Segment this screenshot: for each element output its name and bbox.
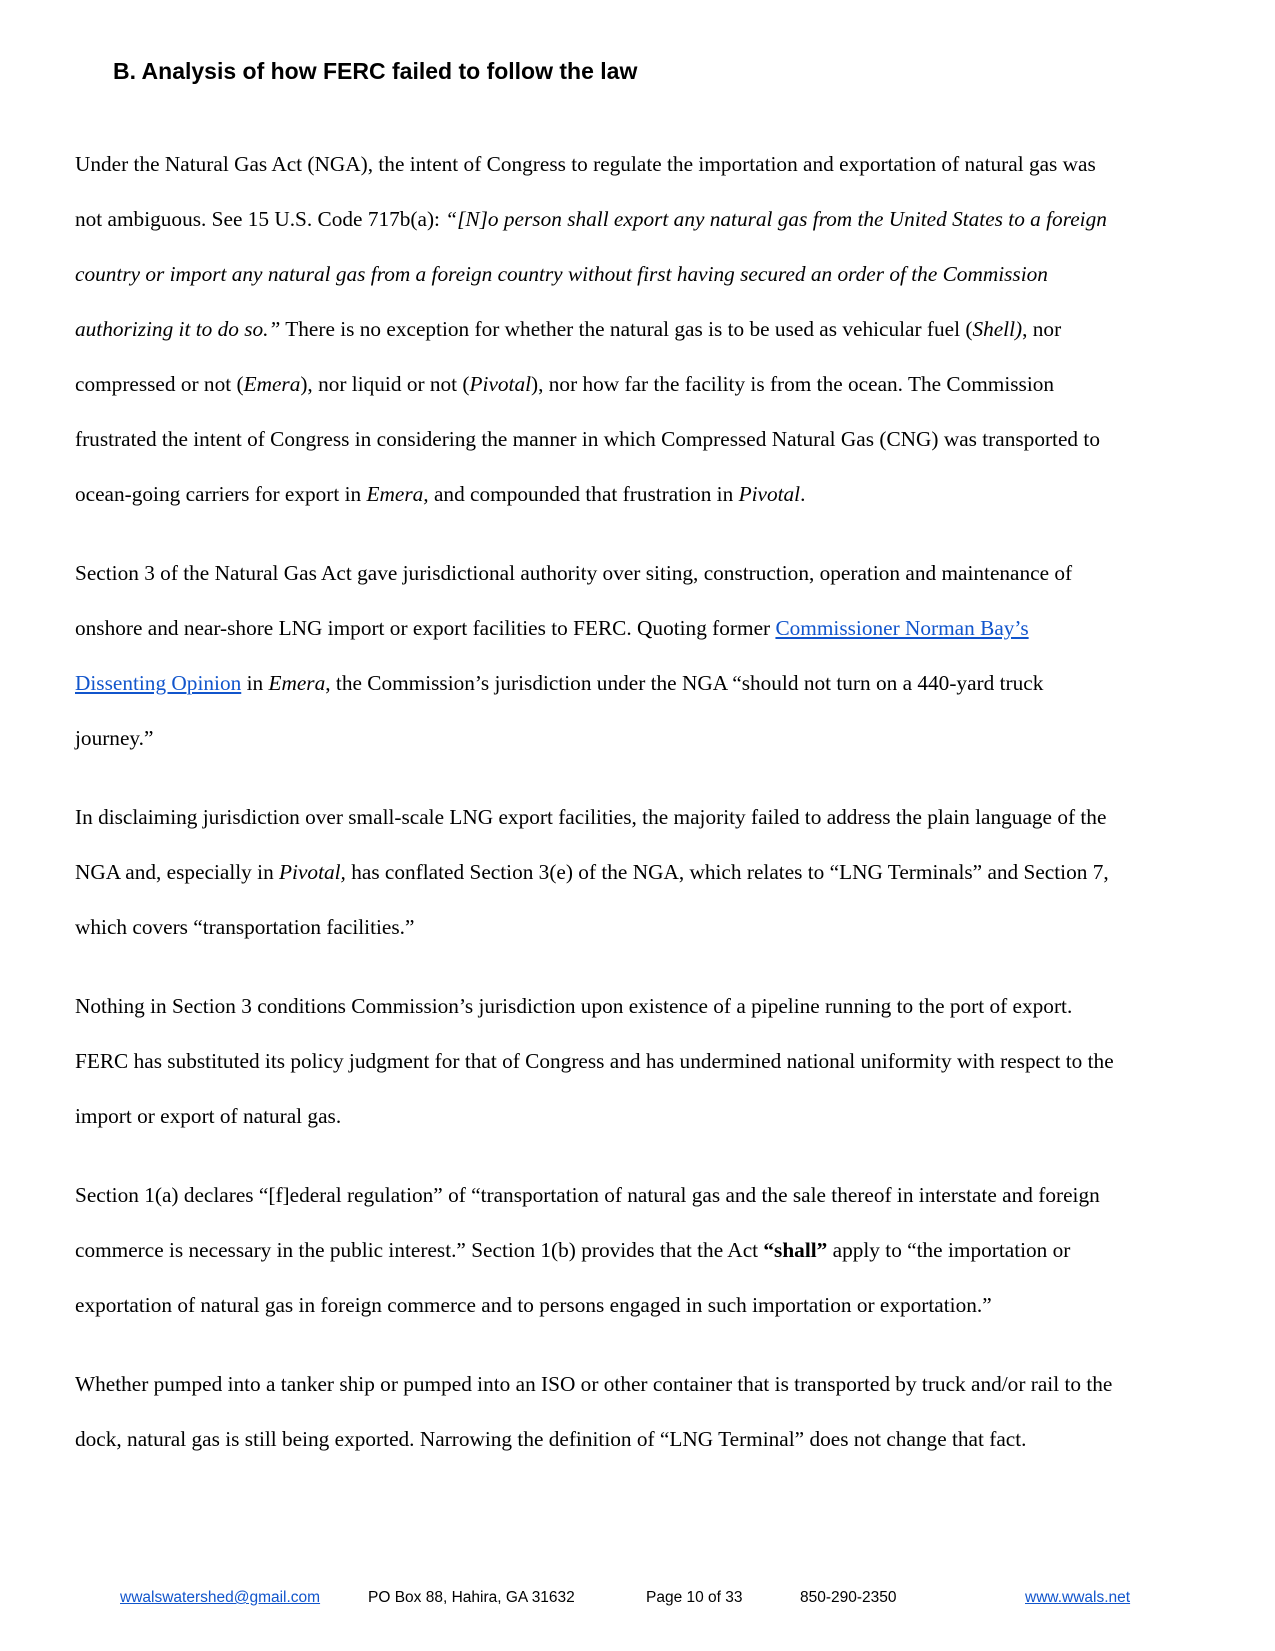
case-name: Pivotal — [738, 482, 801, 506]
dissenting-opinion-link-cont[interactable]: Dissenting Opinion — [75, 671, 242, 695]
case-name: Pivotal — [469, 372, 532, 396]
case-name: Emera — [268, 671, 326, 695]
text: in — [241, 671, 269, 695]
text: not ambiguous. See 15 U.S. Code 717b(a): — [75, 207, 446, 231]
text: , the Commission’s jurisdiction under the NGA “should not turn on a 440-yard truck — [325, 671, 1044, 695]
text: commerce is necessary in the public interest.” Section 1(b) provides that the Act — [75, 1238, 764, 1262]
p1-line-6: frustrated the intent of Congress in considering the manner in which Compressed Natural Gas (CNG) was transported to — [75, 427, 1100, 451]
p4-line-1: Nothing in Section 3 conditions Commission’s jurisdiction upon existence of a pipeline running to the port of export. — [75, 994, 1073, 1018]
case-name: Shell) — [972, 317, 1023, 341]
p1-line-2 — [75, 192, 1205, 247]
document-body — [75, 137, 1205, 1491]
p2-line-1: Section 3 of the Natural Gas Act gave jurisdictional authority over siting, construction, operation and maintenance of — [75, 561, 1073, 585]
p5-line-2 — [75, 1223, 1205, 1278]
text: NGA and, especially in — [75, 860, 280, 884]
p1-line-1: Under the Natural Gas Act (NGA), the intent of Congress to regulate the importation and exportation of natural gas was — [75, 152, 1096, 176]
section-heading: B. Analysis of how FERC failed to follow the law — [113, 58, 638, 84]
p4-line-2: FERC has substituted its policy judgment for that of Congress and has undermined national uniformity with respect to the — [75, 1049, 1114, 1073]
text: apply to “the importation or — [827, 1238, 1071, 1262]
p1-line-7 — [75, 467, 1205, 522]
paragraph-5 — [75, 1168, 1205, 1333]
text: . — [800, 482, 806, 506]
text: onshore and near-shore LNG import or export facilities to FERC. Quoting former — [75, 616, 776, 640]
paragraph-2 — [75, 546, 1205, 766]
p3-line-3: which covers “transportation facilities.” — [75, 915, 415, 939]
text: and compounded that frustration in — [428, 482, 739, 506]
case-name: Emera, — [366, 482, 429, 506]
p1-line-4 — [75, 302, 1205, 357]
footer-phone: 850-290-2350 — [800, 1589, 897, 1606]
paragraph-1 — [75, 137, 1205, 522]
p6-line-1: Whether pumped into a tanker ship or pumped into an ISO or other container that is transported by truck and/or rail to the — [75, 1372, 1113, 1396]
page-footer — [0, 1589, 1275, 1611]
p4-line-3: import or export of natural gas. — [75, 1104, 342, 1128]
paragraph-6 — [75, 1357, 1205, 1467]
text: has conflated Section 3(e) of the NGA, which relates to “LNG Terminals” and Section 7, — [345, 860, 1109, 884]
text: ), nor how far the facility is from the ocean. The Commission — [531, 372, 1055, 396]
quote-italic: authorizing it to do so.” — [75, 317, 281, 341]
quote-italic: country or import any natural gas from a foreign country without first having secured an order of the Commission — [75, 262, 1048, 286]
p5-line-1: Section 1(a) declares “[f]ederal regulation” of “transportation of natural gas and the sale thereof in interstate and foreign — [75, 1183, 1100, 1207]
text: ocean-going carriers for export in — [75, 482, 367, 506]
quote-italic: “[N]o person shall export any natural gas from the United States to a foreign — [445, 207, 1107, 231]
p3-line-1: In disclaiming jurisdiction over small-scale LNG export facilities, the majority failed to address the plain language of the — [75, 805, 1107, 829]
p2-line-4: journey.” — [75, 726, 154, 750]
bold-emphasis: “shall” — [763, 1238, 828, 1262]
text: compressed or not ( — [75, 372, 244, 396]
p5-line-3: exportation of natural gas in foreign commerce and to persons engaged in such importation or exportation.” — [75, 1293, 992, 1317]
case-name: Pivotal, — [279, 860, 346, 884]
p1-line-5 — [75, 357, 1205, 412]
p6-line-2: dock, natural gas is still being exported. Narrowing the definition of “LNG Terminal” does not change that fact. — [75, 1427, 1027, 1451]
paragraph-3 — [75, 790, 1205, 955]
text: ), nor liquid or not ( — [300, 372, 470, 396]
paragraph-4 — [75, 979, 1205, 1144]
p2-line-3 — [75, 656, 1205, 711]
footer-page-number: Page 10 of 33 — [646, 1589, 743, 1606]
p1-line-3 — [75, 247, 1205, 302]
dissenting-opinion-link[interactable]: Commissioner Norman Bay’s — [775, 616, 1029, 640]
text: There is no exception for whether the natural gas is to be used as vehicular fuel ( — [280, 317, 973, 341]
footer-address: PO Box 88, Hahira, GA 31632 — [368, 1589, 575, 1606]
footer-website-link[interactable]: www.wwals.net — [1025, 1589, 1131, 1606]
p3-line-2 — [75, 845, 1205, 900]
footer-email-link[interactable]: wwalswatershed@gmail.com — [120, 1589, 321, 1606]
p2-line-2 — [75, 601, 1205, 656]
case-name: Emera — [243, 372, 301, 396]
text: , nor — [1022, 317, 1062, 341]
